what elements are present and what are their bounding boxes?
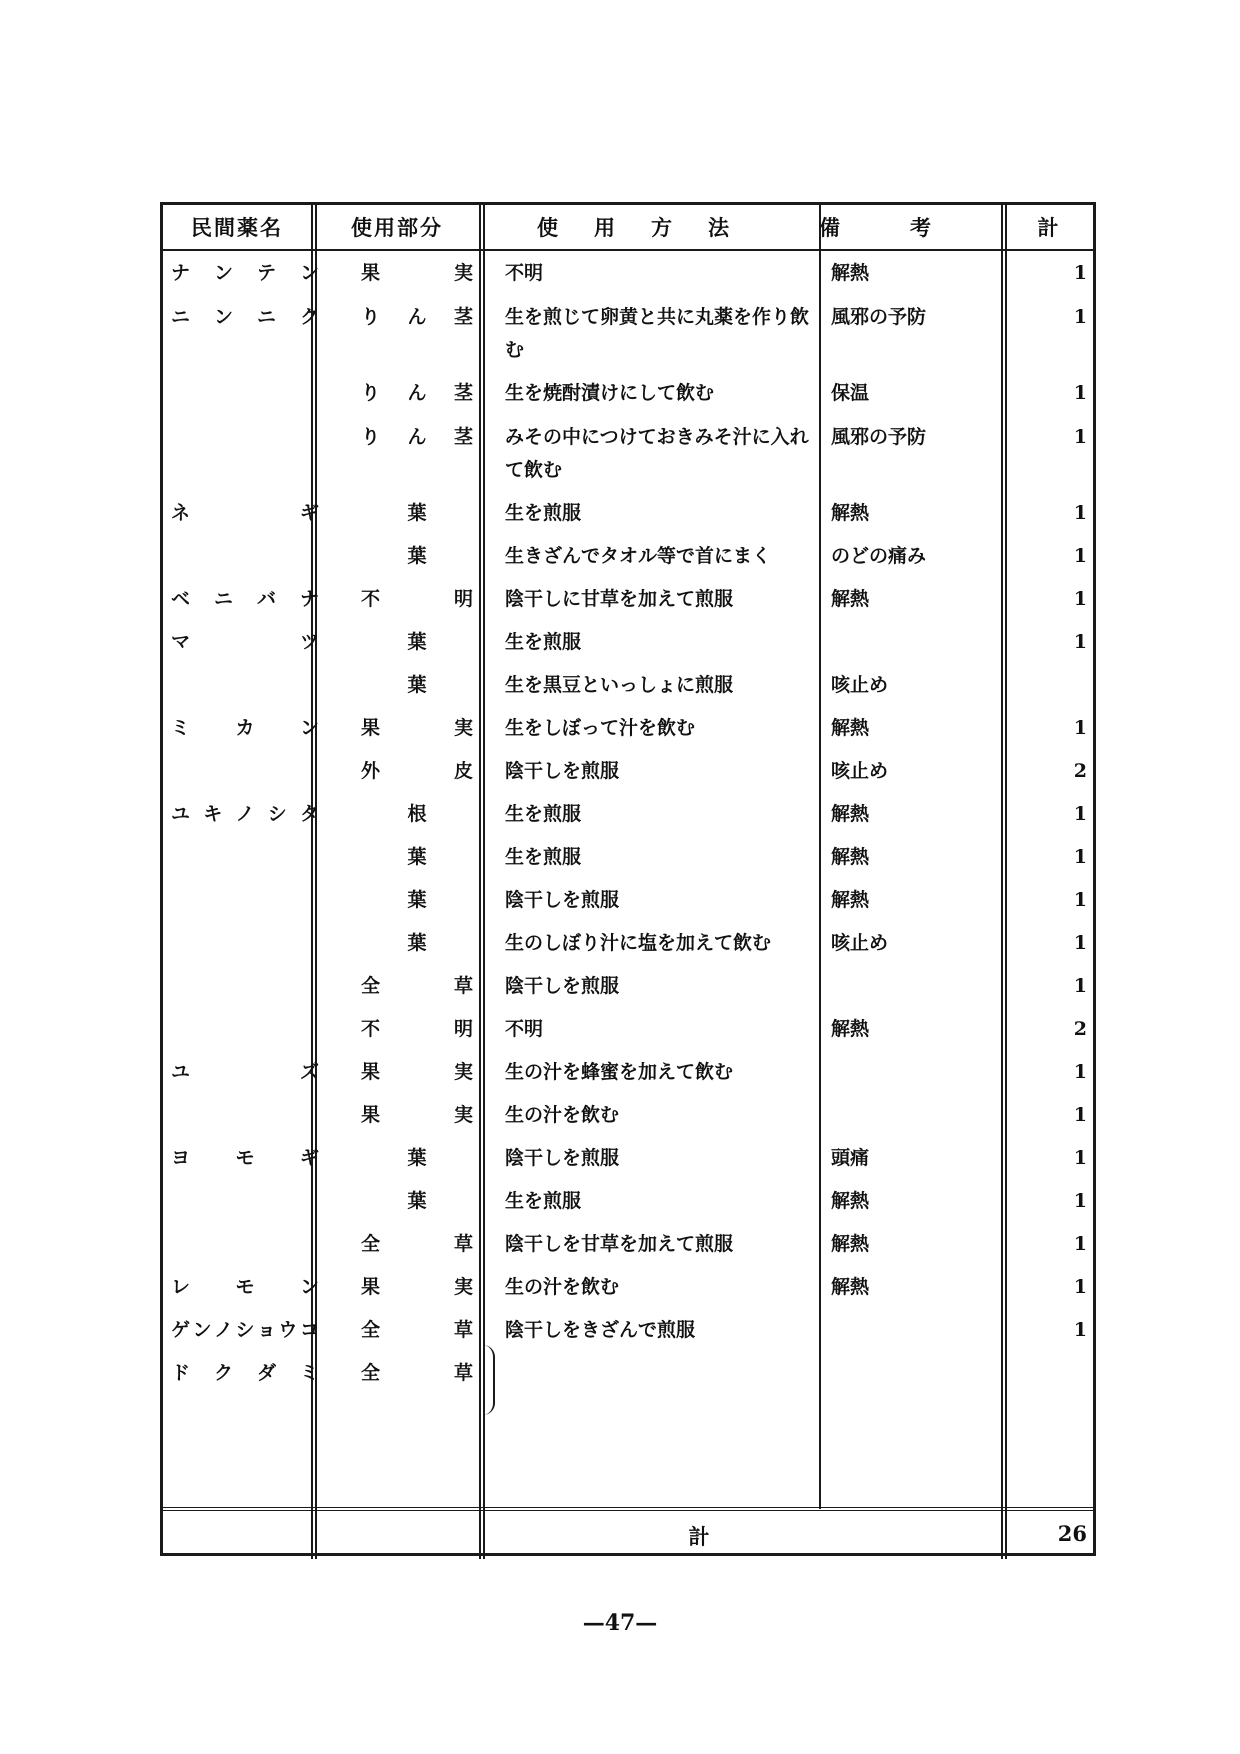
usage-method: 生の汁を蜂蜜を加えて飲む bbox=[505, 1061, 734, 1083]
remedy-name: ネ ギ bbox=[171, 502, 319, 524]
remarks: 解熱 bbox=[831, 1190, 870, 1212]
usage-method: 陰干しを煎服 bbox=[505, 975, 620, 997]
part-used: 不 明 bbox=[361, 1018, 473, 1040]
count: 1 bbox=[1073, 717, 1087, 739]
usage-method: 生を煎服 bbox=[505, 803, 582, 825]
count: 1 bbox=[1073, 306, 1087, 328]
remarks: 解熱 bbox=[831, 1018, 870, 1040]
count: 1 bbox=[1073, 932, 1087, 954]
part-used: 葉 bbox=[407, 1147, 427, 1169]
part-used: 果 実 bbox=[361, 1104, 473, 1126]
header-method: 使用方法 bbox=[537, 215, 765, 240]
count: 2 bbox=[1073, 1018, 1087, 1040]
remarks: 咳止め bbox=[831, 674, 889, 696]
count: 1 bbox=[1073, 803, 1087, 825]
remarks: 風邪の予防 bbox=[831, 306, 927, 328]
usage-method: 生の汁を飲む bbox=[505, 1276, 620, 1298]
usage-method: 不明 bbox=[505, 262, 544, 284]
part-used: り ん 茎 bbox=[361, 306, 473, 328]
count: 1 bbox=[1073, 502, 1087, 524]
part-used: 果 実 bbox=[361, 1061, 473, 1083]
usage-method: 陰干しをきざんで煎服 bbox=[505, 1319, 696, 1341]
usage-method: みその中につけておきみそ汁に入れて飲む bbox=[505, 426, 809, 481]
remarks: 解熱 bbox=[831, 588, 870, 610]
usage-method: 陰干しを煎服 bbox=[505, 1147, 620, 1169]
column-divider bbox=[315, 205, 317, 1559]
remarks: 解熱 bbox=[831, 1233, 870, 1255]
usage-method: 生をしぼって汁を飲む bbox=[505, 717, 696, 739]
count: 1 bbox=[1073, 846, 1087, 868]
count: 1 bbox=[1073, 262, 1087, 284]
part-used: 葉 bbox=[407, 846, 427, 868]
remarks: 解熱 bbox=[831, 889, 870, 911]
usage-method: 不明 bbox=[505, 1018, 544, 1040]
total-label: 計 bbox=[688, 1524, 710, 1549]
remarks: 保温 bbox=[831, 382, 870, 404]
part-used: 葉 bbox=[407, 545, 427, 567]
count: 1 bbox=[1073, 1190, 1087, 1212]
part-used: 葉 bbox=[407, 932, 427, 954]
part-used: 外 皮 bbox=[361, 760, 473, 782]
grouping-brace bbox=[481, 1345, 495, 1415]
part-used: 葉 bbox=[407, 1190, 427, 1212]
remarks: 風邪の予防 bbox=[831, 426, 927, 448]
remarks: 解熱 bbox=[831, 846, 870, 868]
count: 1 bbox=[1073, 1104, 1087, 1126]
part-used: 全 草 bbox=[361, 1233, 473, 1255]
usage-method: 生の汁を飲む bbox=[505, 1104, 620, 1126]
part-used: 果 実 bbox=[361, 1276, 473, 1298]
remedy-name: ナ ン テ ン bbox=[171, 262, 319, 284]
count: 1 bbox=[1073, 975, 1087, 997]
remarks: のどの痛み bbox=[831, 545, 927, 567]
usage-method: 生を煎じて卵黄と共に丸薬を作り飲む bbox=[505, 306, 810, 361]
count: 1 bbox=[1073, 545, 1087, 567]
part-used: り ん 茎 bbox=[361, 426, 473, 448]
remedy-name: マ ツ bbox=[171, 631, 319, 653]
count: 1 bbox=[1073, 588, 1087, 610]
remedy-name: ユ ズ bbox=[171, 1061, 319, 1083]
header-note: 備考 bbox=[819, 215, 1001, 240]
usage-method: 生のしぼり汁に塩を加えて飲む bbox=[505, 932, 772, 954]
usage-method: 生を煎服 bbox=[505, 631, 582, 653]
remarks: 解熱 bbox=[831, 1276, 870, 1298]
usage-method: 生を黒豆といっしょに煎服 bbox=[505, 674, 734, 696]
part-used: 全 草 bbox=[361, 1362, 473, 1384]
usage-method: 陰干しを煎服 bbox=[505, 760, 620, 782]
count: 1 bbox=[1073, 1319, 1087, 1341]
count: 1 bbox=[1073, 889, 1087, 911]
usage-method: 生を焼酎漬けにして飲む bbox=[505, 382, 715, 404]
part-used: 根 bbox=[407, 803, 427, 825]
remarks: 解熱 bbox=[831, 262, 870, 284]
usage-method: 生きざんでタオル等で首にまく bbox=[505, 545, 772, 567]
remedy-name: レ モ ン bbox=[171, 1276, 319, 1298]
total-value: 26 bbox=[1057, 1521, 1087, 1546]
part-used: 葉 bbox=[407, 674, 427, 696]
remarks: 解熱 bbox=[831, 803, 870, 825]
usage-method: 陰干しに甘草を加えて煎服 bbox=[505, 588, 734, 610]
herbal-remedy-table bbox=[160, 202, 1096, 1556]
part-used: 果 実 bbox=[361, 717, 473, 739]
part-used: 果 実 bbox=[361, 262, 473, 284]
count: 1 bbox=[1073, 1276, 1087, 1298]
header-divider bbox=[163, 249, 1093, 251]
usage-method: 陰干しを煎服 bbox=[505, 889, 620, 911]
remedy-name: ミ カ ン bbox=[171, 717, 319, 739]
part-used: 葉 bbox=[407, 889, 427, 911]
usage-method: 陰干しを甘草を加えて煎服 bbox=[505, 1233, 734, 1255]
remedy-name: ユ キ ノ シ タ bbox=[171, 803, 319, 825]
header-part: 使用部分 bbox=[351, 215, 443, 240]
header-count: 計 bbox=[1037, 215, 1061, 240]
part-used: り ん 茎 bbox=[361, 382, 473, 404]
count: 1 bbox=[1073, 631, 1087, 653]
count: 2 bbox=[1073, 760, 1087, 782]
part-used: 不 明 bbox=[361, 588, 473, 610]
part-used: 全 草 bbox=[361, 975, 473, 997]
column-divider bbox=[311, 205, 313, 1559]
remedy-name: ゲ ン ノ シ ョ ウ コ bbox=[171, 1319, 319, 1341]
count: 1 bbox=[1073, 382, 1087, 404]
total-divider bbox=[163, 1507, 1093, 1511]
usage-method: 生を煎服 bbox=[505, 846, 582, 868]
count: 1 bbox=[1073, 1147, 1087, 1169]
remarks: 解熱 bbox=[831, 717, 870, 739]
part-used: 葉 bbox=[407, 631, 427, 653]
usage-method: 生を煎服 bbox=[505, 502, 582, 524]
page-number: —47— bbox=[582, 1610, 658, 1636]
header-name: 民間薬名 bbox=[191, 215, 283, 240]
remedy-name: ニ ン ニ ク bbox=[171, 306, 319, 328]
count: 1 bbox=[1073, 1233, 1087, 1255]
remedy-name: ヨ モ ギ bbox=[171, 1147, 319, 1169]
remedy-name: ド ク ダ ミ bbox=[171, 1362, 319, 1384]
part-used: 葉 bbox=[407, 502, 427, 524]
part-used: 全 草 bbox=[361, 1319, 473, 1341]
count: 1 bbox=[1073, 1061, 1087, 1083]
remarks: 頭痛 bbox=[831, 1147, 870, 1169]
remarks: 咳止め bbox=[831, 932, 889, 954]
usage-method: 生を煎服 bbox=[505, 1190, 582, 1212]
remarks: 解熱 bbox=[831, 502, 870, 524]
count: 1 bbox=[1073, 426, 1087, 448]
remarks: 咳止め bbox=[831, 760, 889, 782]
remedy-name: ベ ニ バ ナ bbox=[171, 588, 319, 610]
